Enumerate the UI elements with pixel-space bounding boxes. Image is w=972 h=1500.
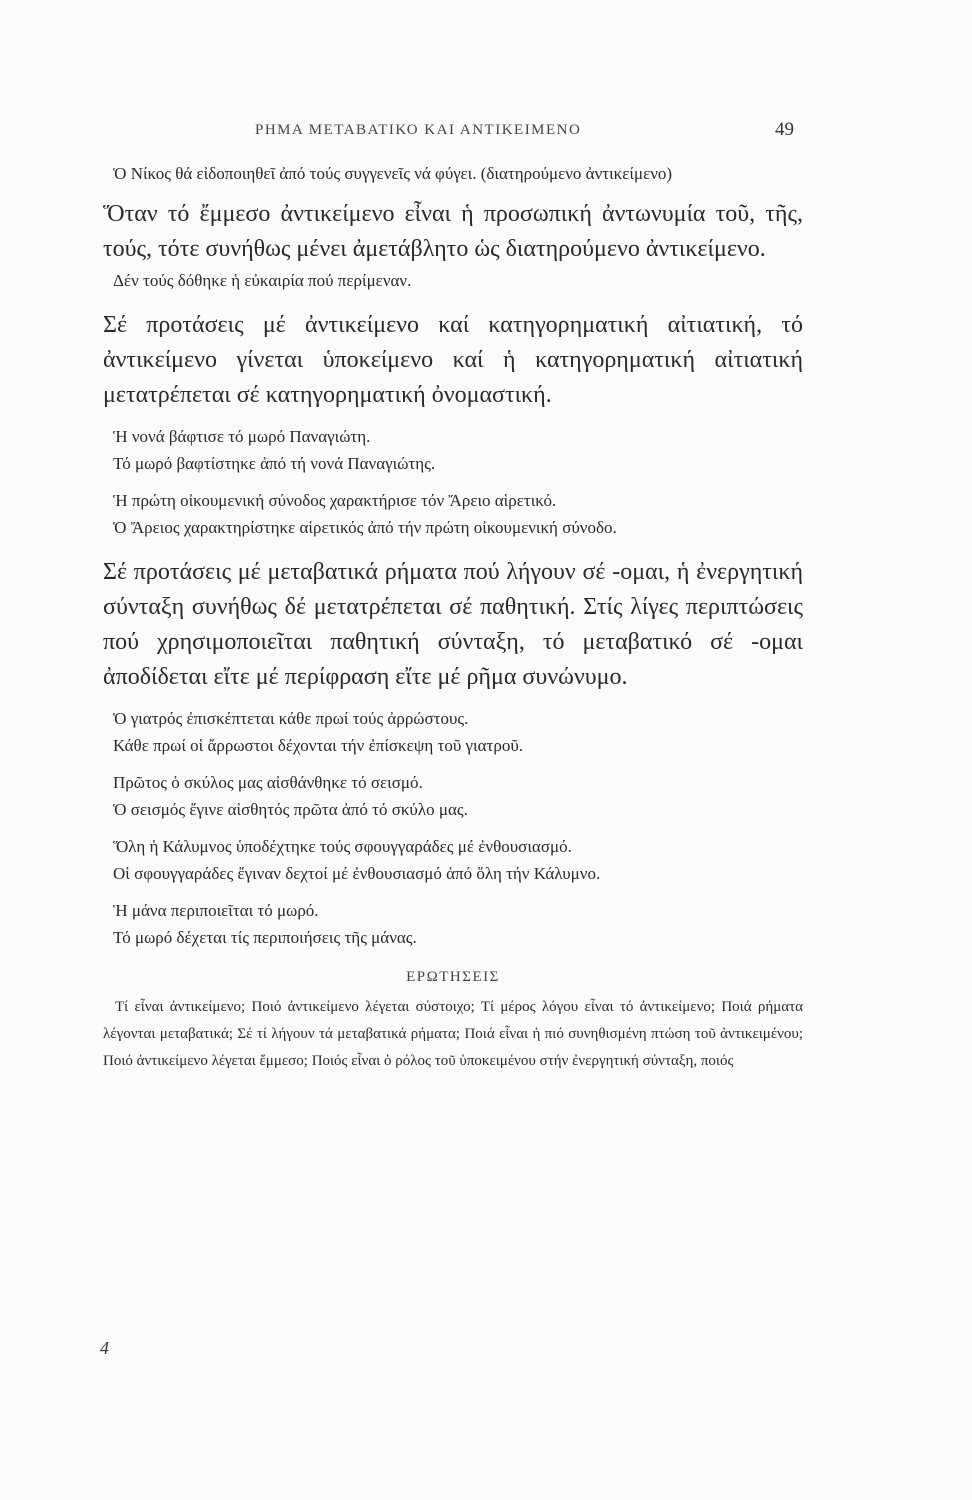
example-line: Ἡ μάνα περιποιεῖται τό μωρό. [113,901,319,920]
example-line: Ὅλη ἡ Κάλυμνος ὑποδέχτηκε τούς σφουγγαράδες μέ ἐνθουσιασμό. [113,837,572,856]
example-line: Ἡ πρώτη οἰκουμενική σύνοδος χαρακτήρισε τόν Ἄρειο αἱρετικό. [113,491,557,510]
example-line: Ὁ Ἄρειος χαρακτηρίστηκε αἱρετικός ἀπό τήν πρώτη οἰκουμενική σύνοδο. [113,518,617,537]
page-header [0,119,972,146]
page-body [103,160,803,1075]
example-line: Οἱ σφουγγαράδες ἔγιναν δεχτοί μέ ἐνθουσιασμό ἀπό ὅλη τήν Κάλυμνο. [113,864,601,883]
page-number: 49 [775,119,794,140]
example-line: Κάθε πρωί οἱ ἄρρωστοι δέχονται τήν ἐπίσκεψη τοῦ γιατροῦ. [113,736,524,755]
rule-paragraph-2: Σέ προτάσεις μέ ἀντικείμενο καί κατηγορηματική αἰτιατική, τό ἀντικείμενο γίνεται ὑποκείμενο καί ἡ κατηγορηματική αἰτιατική μετατρέπεται σέ κατηγορηματική ὀνομαστική. [103,312,803,408]
example-line: Τό μωρό βαφτίστηκε ἀπό τή νονά Παναγιώτης. [113,454,436,473]
example-line: Ὁ γιατρός ἐπισκέπτεται κάθε πρωί τούς ἀρρώστους. [113,709,469,728]
example-line: Τό μωρό δέχεται τίς περιποιήσεις τῆς μάνας. [113,928,417,947]
example-line: Ἡ νονά βάφτισε τό μωρό Παναγιώτη. [113,427,371,446]
example-line: Ὁ σεισμός ἔγινε αἰσθητός πρῶτα ἀπό τό σκύλο μας. [113,800,468,819]
rule1-example: Δέν τούς δόθηκε ἡ εὐκαιρία πού περίμεναν. [113,271,412,290]
intro-example: Ὁ Νίκος θά εἰδοποιηθεῖ ἀπό τούς συγγενεῖς νά φύγει. (διατηρούμενο ἀντικείμενο) [113,164,673,183]
rule-paragraph-1: Ὅταν τό ἔμμεσο ἀντικείμενο εἶναι ἡ προσωπική ἀντωνυμία τοῦ, τῆς, τούς, τότε συνήθως μένει ἀμετάβλητο ὡς διατηρούμενο ἀντικείμενο. [103,201,803,262]
questions-title: ΕΡΩΤΗΣΕΙΣ [406,969,500,985]
questions-paragraph: Τί εἶναι ἀντικείμενο; Ποιό ἀντικείμενο λέγεται σύστοιχο; Τί μέρος λόγου εἶναι τό ἀντικείμενο; Ποιά ρήματα λέγονται μεταβατικά; Σέ τί λήγουν τά μεταβατικά ρήματα; Ποιά εἶναι ἡ πιό συνηθισμένη πτώση τοῦ ἀντικειμένου; Ποιό ἀντικείμενο λέγεται ἔμμεσο; Ποιός εἶναι ὁ ρόλος τοῦ ὑποκειμένου στήν ἐνεργητική σύνταξη, ποιός [103,999,803,1069]
running-head: ΡΗΜΑ ΜΕΤΑΒΑΤΙΚΟ ΚΑΙ ΑΝΤΙΚΕΙΜΕΝΟ [255,122,582,138]
signature-mark: 4 [100,1338,109,1358]
example-line: Πρῶτος ὁ σκύλος μας αἰσθάνθηκε τό σεισμό. [113,773,423,792]
rule-paragraph-3: Σέ προτάσεις μέ μεταβατικά ρήματα πού λήγουν σέ -ομαι, ἡ ἐνεργητική σύνταξη συνήθως δέ μετατρέπεται σέ παθητική. Στίς λίγες περιπτώσεις πού χρησιμοποιεῖται παθητική σύνταξη, τό μεταβατικό σέ -ομαι ἀποδίδεται εἴτε μέ περίφραση εἴτε μέ ρῆμα συνώνυμο. [103,559,803,690]
